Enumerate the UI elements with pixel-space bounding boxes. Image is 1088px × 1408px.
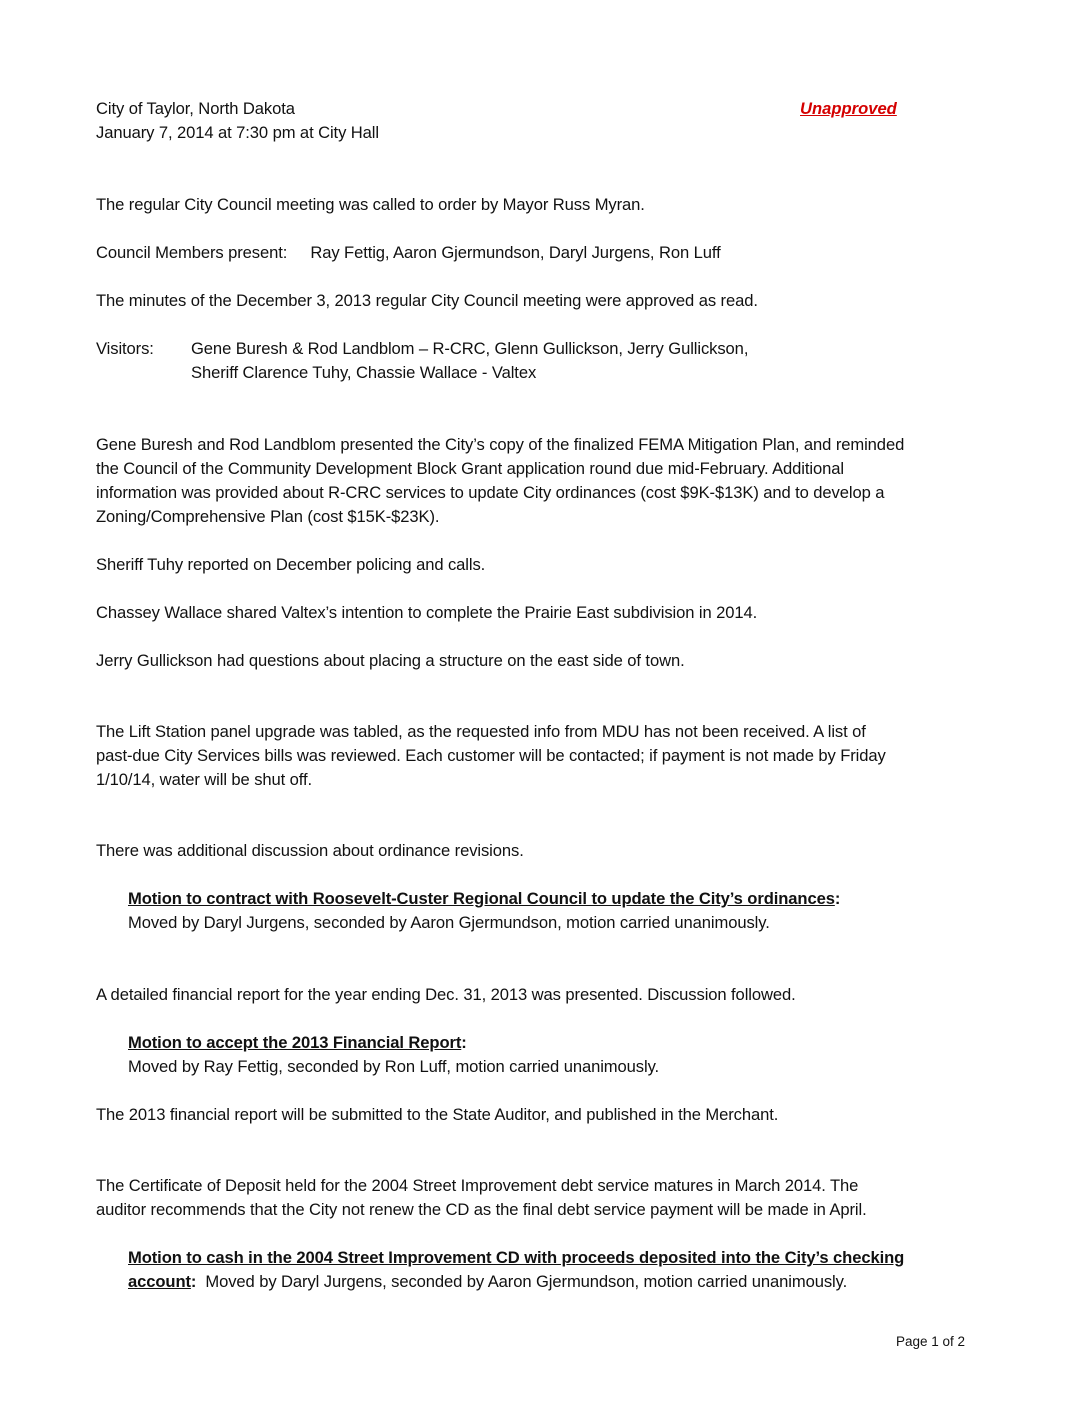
motion-2-title: Motion to accept the 2013 Financial Report:: [128, 1033, 467, 1052]
rcrc-line-3: information was provided about R-CRC services to update City ordinances (cost $9K-$13K) and to develop a: [96, 483, 885, 502]
gullickson-question: Jerry Gullickson had questions about placing a structure on the east side of town.: [96, 651, 685, 670]
motion-3-line-2: account: Moved by Daryl Jurgens, seconded by Aaron Gjermundson, motion carried unanimously.: [128, 1272, 848, 1291]
meeting-date: January 7, 2014 at 7:30 pm at City Hall: [96, 123, 379, 142]
ordinance-discussion: There was additional discussion about ordinance revisions.: [96, 841, 524, 860]
motion-3-title-line-1: [128, 1246, 904, 1269]
rcrc-line-1: Gene Buresh and Rod Landblom presented the City’s copy of the finalized FEMA Mitigation Plan, and reminded: [96, 435, 905, 454]
lift-station-line-1: The Lift Station panel upgrade was tabled, as the requested info from MDU has not been received. A list of: [96, 722, 866, 741]
visitors-label: Visitors:: [96, 339, 154, 358]
rcrc-line-2: the Council of the Community Development Block Grant application round due mid-February. Additional: [96, 459, 844, 478]
motion-3-heading-1: Motion to cash in the 2004 Street Improvement CD with proceeds deposited into the City’s checking: [128, 1248, 905, 1267]
cd-line-2: auditor recommends that the City not renew the CD as the final debt service payment will be made in April.: [96, 1200, 867, 1219]
visitors-line-1: Gene Buresh & Rod Landblom – R-CRC, Glenn Gullickson, Jerry Gullickson,: [191, 339, 749, 358]
motion-2-heading: Motion to accept the 2013 Financial Report: [128, 1033, 462, 1052]
page-number: Page 1 of 2: [896, 1334, 966, 1349]
members-label: Council Members present:: [96, 243, 288, 262]
city-name: City of Taylor, North Dakota: [96, 99, 295, 118]
motion-1-result: Moved by Daryl Jurgens, seconded by Aaron Gjermundson, motion carried unanimously.: [128, 913, 770, 932]
lift-station-line-3: 1/10/14, water will be shut off.: [96, 770, 313, 789]
cd-line-1: The Certificate of Deposit held for the 2004 Street Improvement debt service matures in March 2014. The: [96, 1176, 859, 1195]
financial-report-presented: A detailed financial report for the year ending Dec. 31, 2013 was presented. Discussion followed.: [96, 985, 796, 1004]
members-present: [96, 241, 721, 264]
motion-1-heading: Motion to contract with Roosevelt-Custer Regional Council to update the City’s ordinances: [128, 889, 835, 908]
auditor-submission: The 2013 financial report will be submitted to the State Auditor, and published in the Merchant.: [96, 1105, 779, 1124]
motion-1-title: Motion to contract with Roosevelt-Custer Regional Council to update the City’s ordinances:: [128, 889, 841, 908]
motion-2-result: Moved by Ray Fettig, seconded by Ron Luff, motion carried unanimously.: [128, 1057, 660, 1076]
motion-3-result: Moved by Daryl Jurgens, seconded by Aaron Gjermundson, motion carried unanimously.: [196, 1272, 848, 1291]
call-to-order: The regular City Council meeting was called to order by Mayor Russ Myran.: [96, 195, 645, 214]
members-list: Ray Fettig, Aaron Gjermundson, Daryl Jurgens, Ron Luff: [310, 243, 721, 262]
rcrc-line-4: Zoning/Comprehensive Plan (cost $15K-$23K).: [96, 507, 440, 526]
valtex-report: Chassey Wallace shared Valtex’s intention to complete the Prairie East subdivision in 2014.: [96, 603, 758, 622]
motion-3-heading-2: account: [128, 1272, 191, 1291]
status-label: Unapproved: [800, 99, 897, 118]
lift-station-line-2: past-due City Services bills was reviewed. Each customer will be contacted; if payment is not made by Friday: [96, 746, 886, 765]
sheriff-report: Sheriff Tuhy reported on December policing and calls.: [96, 555, 486, 574]
visitors-line-2: Sheriff Clarence Tuhy, Chassie Wallace - Valtex: [191, 363, 537, 382]
minutes-approval: The minutes of the December 3, 2013 regular City Council meeting were approved as read.: [96, 291, 758, 310]
